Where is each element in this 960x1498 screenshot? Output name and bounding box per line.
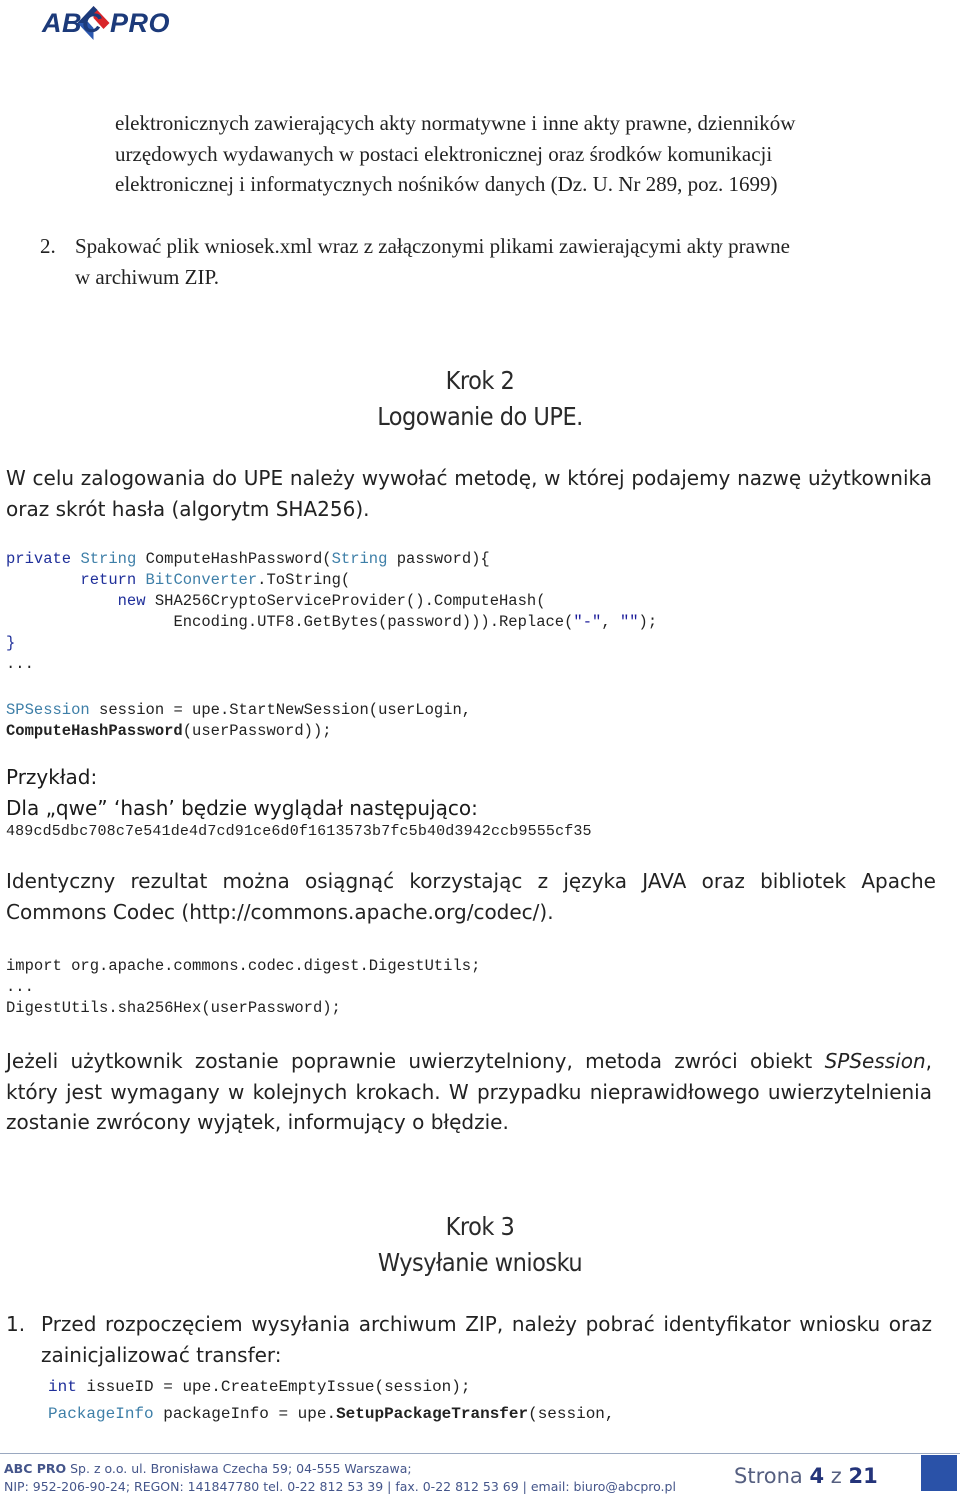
step-subtitle: Wysyłanie wniosku [377,1248,583,1277]
code-text: SHA256CryptoServiceProvider().ComputeHash( [154,592,546,610]
footer-accent-box [921,1455,957,1491]
code-text: ); [638,613,658,631]
java-paragraph [6,866,936,927]
step-title: Krok 2 [445,366,515,395]
code-string: "-" [573,613,602,631]
logo-text: ABC PRO [42,8,171,38]
code-keyword: private [6,550,72,568]
footer-address-text: Sp. z o.o. ul. Bronisława Czecha 59; 04-555 Warszawa; [70,1461,412,1476]
code-method: ComputeHashPassword [6,722,183,740]
list-item: Przed rozpoczęciem wysyłania archiwum ZIP, należy pobrać identyfikator wniosku oraz zainicjalizować transfer: [41,1312,932,1367]
code-text: .ToString( [257,571,351,589]
page-number [734,1464,878,1488]
intro-line-1: elektronicznych zawierających akty normatywne i inne akty prawne, dzienników [115,111,796,135]
code-text: ComputeHashPassword( [145,550,332,568]
java-line-1: Identyczny rezultat można osiągnąć korzystając z języka JAVA oraz bibliotek Apache [6,869,936,893]
java-line-2: Commons Codec (http://commons.apache.org/codec/). [6,899,554,924]
hash-value: 489cd5dbc708c7e541de4d7cd91ce6d0f1613573b7fc5b40d3942ccb9555cf35 [6,823,592,840]
code-block [6,700,471,742]
code-text: , [601,613,611,631]
step-title: Krok 3 [445,1212,515,1241]
footer-divider [0,1453,960,1454]
code-keyword: int [48,1378,77,1396]
intro-line-2: urzędowych wydawanych w postaci elektronicznej oraz środków komunikacji [115,141,773,166]
code-string: "" [619,613,639,631]
footer-address [4,1461,412,1476]
list-item-number: 2. [40,234,56,258]
code-type: String [80,550,137,568]
result-italic: SPSession [824,1049,926,1073]
code-method: SetupPackageTransfer [336,1405,529,1423]
footer-company: ABC PRO [4,1461,67,1476]
result-text: , który jest wymagany w kolejnych krokach. W przypadku nieprawidłowego uwierzytelnienia zostanie zwrócony wyjątek, informujący o błędzie. [6,1049,932,1134]
code-type: String [331,550,388,568]
code-block [48,1374,615,1428]
result-text: Jeżeli użytkownik zostanie poprawnie uwierzytelniony, metoda zwróci obiekt [6,1049,825,1073]
code-type: BitConverter [145,571,258,589]
list-item-line-1: Spakować plik wniosek.xml wraz z załączonymi plikami zawierającymi akty prawne [75,234,790,258]
example-label: Przykład: [6,765,98,789]
intro-line-3: elektronicznej i informatycznych nośników danych (Dz. U. Nr 289, poz. 1699) [115,172,778,196]
page-of: z [830,1464,842,1488]
code-text: password){ [396,550,490,568]
code-text: (userPassword)); [182,722,332,740]
code-text: session = upe.StartNewSession(userLogin, [99,701,472,719]
code-ellipsis: ... [6,655,34,673]
result-paragraph [6,1046,932,1138]
code-keyword: return [80,571,137,589]
code-text: DigestUtils.sha256Hex(userPassword); [6,999,341,1017]
step2-description: W celu zalogowania do UPE należy wywołać metodę, w której podajemy nazwę użytkownika oraz skrót hasła (algorytm SHA256). [6,466,932,521]
code-text: Encoding.UTF8.GetBytes(password))).Replace( [173,613,574,631]
list-item [75,231,935,292]
code-type: SPSession [6,701,90,719]
page-current: 4 [809,1464,825,1488]
list-item-number: 1. [6,1312,26,1336]
code-ellipsis: ... [6,978,34,996]
list-item-line-2: w archiwum ZIP. [75,264,220,289]
example-text: Dla „qwe” ‘hash’ będzie wyglądał następująco: [6,796,478,820]
code-text: (session, [528,1405,615,1423]
code-block [6,549,657,675]
code-keyword: new [117,592,146,610]
code-block [6,956,480,1019]
code-text: packageInfo = upe. [163,1405,337,1423]
page-prefix: Strona [734,1464,803,1488]
footer-contact: NIP: 952-206-90-24; REGON: 141847780 tel. 0-22 812 53 39 | fax. 0-22 812 53 69 | email: biuro@abcpro.pl [4,1479,676,1494]
code-type: PackageInfo [48,1405,154,1423]
page-total: 21 [848,1464,878,1488]
code-text: issueID = upe.CreateEmptyIssue(session); [86,1378,471,1396]
code-text: import org.apache.commons.codec.digest.DigestUtils; [6,957,481,975]
intro-paragraph [115,108,935,200]
step-subtitle: Logowanie do UPE. [377,402,583,431]
code-text: } [6,634,16,652]
